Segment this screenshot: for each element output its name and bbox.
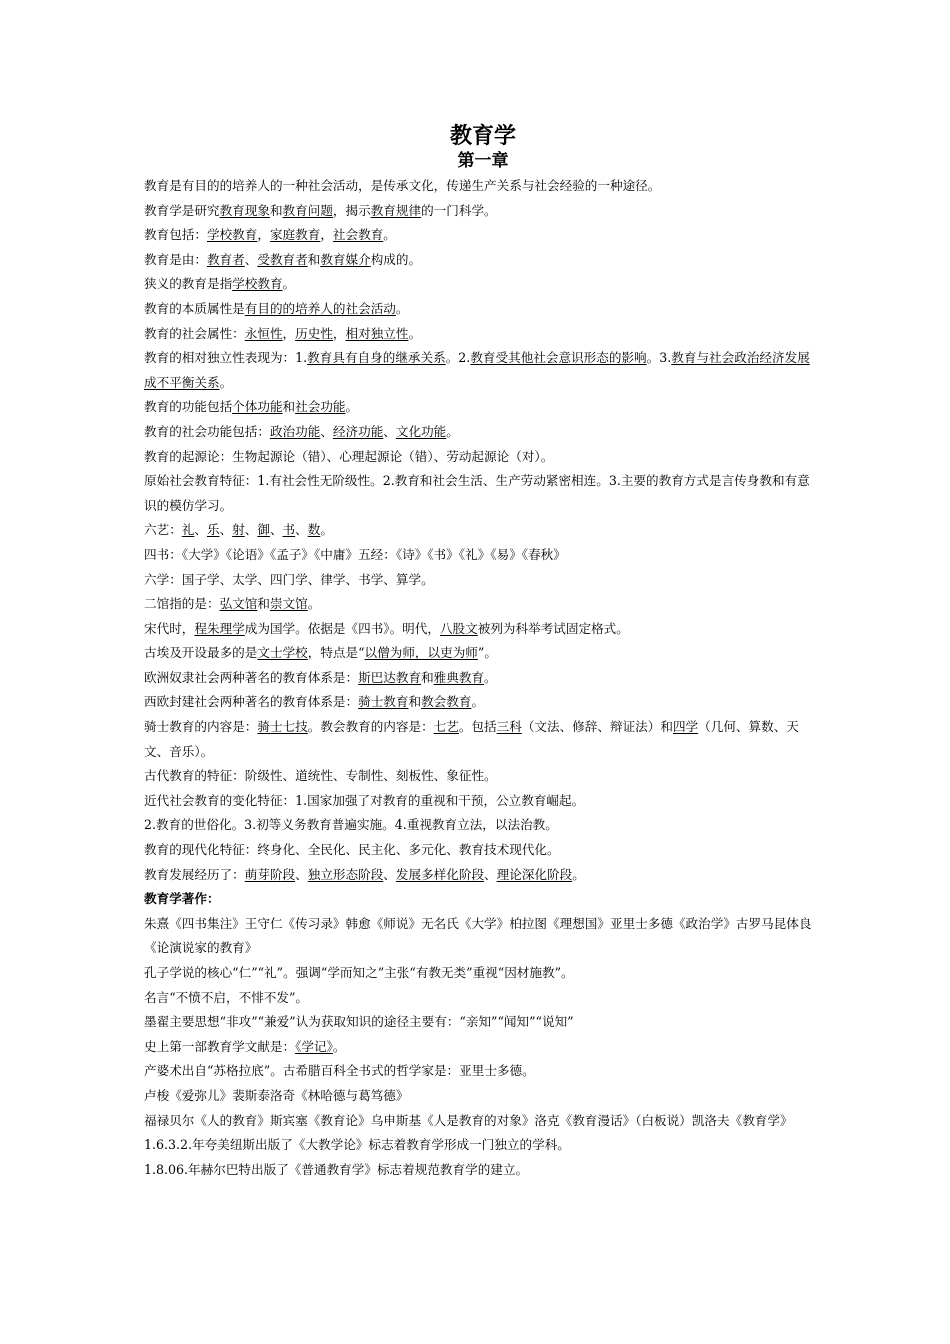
text-segment: 。教会教育的内容是： — [307, 719, 434, 735]
paragraph — [144, 248, 822, 273]
text-segment: 福禄贝尔《人的教育》斯宾塞《教育论》乌申斯基《人是教育的对象》洛克《教育漫话》（白板说）凯洛夫《教育学》 — [144, 1112, 793, 1128]
paragraph — [144, 568, 822, 593]
text-segment: 骑士教育的内容是： — [144, 719, 258, 735]
paragraph — [144, 346, 822, 395]
underlined-term: 历史性 — [295, 325, 333, 341]
paragraph — [144, 863, 822, 888]
text-segment: 、 — [295, 522, 308, 538]
underlined-term: 御 — [257, 522, 270, 538]
text-segment: （文法、修辞、辩证法）和 — [521, 719, 673, 735]
text-segment: 、 — [383, 423, 396, 439]
paragraph — [144, 272, 822, 297]
underlined-term: 以僧为师，以吏为师 — [364, 645, 478, 661]
underlined-term: 礼 — [181, 522, 195, 538]
text-segment: 。 — [484, 669, 497, 685]
underlined-term: 社会教育 — [332, 227, 384, 243]
underlined-term: 有目的的培养人的社会活动 — [244, 300, 396, 316]
underlined-term: 弘文馆 — [219, 596, 258, 612]
text-segment: 教育的社会功能包括： — [144, 423, 270, 439]
text-segment: 教育的现代化特征：终身化、全民化、民主化、多元化、教育技术现代化。 — [144, 842, 560, 858]
text-segment: ”。 — [477, 645, 497, 661]
text-segment: 教育的社会属性： — [144, 325, 245, 341]
text-segment: 名言“不愤不启，不悱不发”。 — [144, 989, 309, 1005]
text-segment: 。 — [320, 522, 333, 538]
text-segment: 。 — [471, 694, 485, 710]
paragraph — [144, 469, 822, 518]
underlined-term: 教育规律 — [370, 202, 422, 218]
paragraph — [144, 223, 822, 248]
underlined-term: 理论深化阶段 — [496, 866, 573, 882]
text-segment: 和 — [408, 694, 422, 710]
paragraph — [144, 395, 822, 420]
text-segment: 。 — [408, 325, 422, 341]
text-segment: 。包括 — [458, 719, 497, 735]
underlined-term: 数 — [307, 522, 321, 538]
paragraph — [144, 1109, 822, 1134]
text-segment: 。 — [383, 227, 396, 243]
text-segment: 1.6.3.2.年夸美纽斯出版了《大教学论》标志着教育学形成一门独立的学科。 — [144, 1137, 570, 1153]
paragraph — [144, 641, 822, 666]
text-segment: 、 — [484, 866, 497, 882]
text-segment: 、 — [244, 522, 258, 538]
paragraph — [144, 445, 822, 470]
text-segment: 。3. — [646, 350, 672, 366]
text-segment: 。 — [307, 596, 321, 612]
underlined-term: 教育与社会政治经济发展成不平衡关系 — [144, 350, 810, 390]
text-segment: 的一门科学。 — [421, 202, 497, 218]
paragraph — [144, 1133, 822, 1158]
text-segment: ， — [257, 227, 270, 243]
text-segment: 二馆指的是： — [144, 596, 220, 612]
text-segment: 和 — [269, 202, 283, 218]
text-segment: 2.教育的世俗化。3.初等义务教育普遍实施。4.重视教育立法，以法治教。 — [144, 817, 558, 833]
text-segment: 。 — [219, 374, 233, 390]
underlined-term: 七艺 — [433, 719, 459, 735]
underlined-term: 射 — [232, 522, 245, 538]
underlined-term: 经济功能 — [332, 423, 384, 439]
underlined-term: 教会教育 — [421, 694, 472, 710]
underlined-term: 雅典教育 — [433, 669, 485, 685]
text-segment: 古代教育的特征：阶级性、道统性、专制性、刻板性、象征性。 — [144, 768, 497, 784]
text-segment: 教育的功能包括 — [144, 399, 233, 415]
paragraph — [144, 199, 822, 224]
underlined-term: 个体功能 — [232, 399, 283, 415]
underlined-term: 相对独立性 — [345, 325, 409, 341]
text-segment: 教育包括： — [144, 227, 207, 243]
underlined-term: 八股文 — [439, 620, 478, 636]
underlined-term: 《学记》 — [295, 1038, 333, 1054]
text-segment: ，揭示 — [332, 202, 371, 218]
text-segment: 。 — [572, 866, 585, 882]
text-segment: 产婆术出自“苏格拉底”。古希腊百科全书式的哲学家是：亚里士多德。 — [144, 1063, 535, 1079]
paragraph — [144, 518, 822, 543]
text-segment: 1.8.06.年赫尔巴特出版了《普通教育学》标志着规范教育学的建立。 — [144, 1161, 529, 1177]
text-segment: 孔子学说的核心“仁”“礼”。强调“学而知之”主张“有教无类”重视“因材施教”。 — [144, 965, 574, 980]
paragraph — [144, 912, 822, 961]
paragraph — [144, 1035, 822, 1060]
paragraph — [144, 690, 822, 715]
text-segment: 六学：国子学、太学、四门学、律学、书学、算学。 — [144, 571, 434, 587]
paragraph — [144, 764, 822, 789]
underlined-term: 发展多样化阶段 — [395, 866, 485, 882]
text-segment: 构成的。 — [370, 251, 422, 267]
paragraph — [144, 838, 822, 863]
paragraph — [144, 789, 822, 814]
underlined-term: 教育问题 — [282, 202, 333, 218]
underlined-term: 崇文馆 — [269, 596, 308, 612]
text-segment: 欧洲奴隶社会两种著名的教育体系是： — [144, 669, 359, 685]
text-segment: 、 — [269, 522, 283, 538]
paragraph — [144, 715, 822, 764]
text-segment: 、 — [383, 866, 396, 882]
text-segment: 教育的本质属性是 — [144, 300, 245, 316]
text-segment: 原始社会教育特征：1.有社会性无阶级性。2.教育和社会生活、生产劳动紧密相连。3.主要的教育方式是言传身教和有意识的模仿学习。 — [144, 473, 810, 513]
paragraph — [144, 1084, 822, 1109]
underlined-term: 乐 — [206, 522, 220, 538]
underlined-term: 教育媒介 — [320, 251, 371, 267]
paragraph — [144, 420, 822, 445]
underlined-term: 受教育者 — [257, 251, 308, 267]
text-segment: 。 — [395, 300, 409, 316]
text-segment: 教育发展经历了： — [144, 866, 245, 882]
underlined-term: 四学 — [672, 719, 699, 735]
underlined-term: 教育者 — [206, 251, 245, 267]
underlined-term: 独立形态阶段 — [307, 866, 384, 882]
text-segment: 、 — [320, 423, 333, 439]
text-segment: 四书：《大学》《论语》《孟子》《中庸》五经：《诗》《书》《礼》《易》《春秋》 — [144, 546, 566, 562]
text-segment: 、 — [295, 866, 308, 882]
underlined-term: 骑士教育 — [358, 694, 409, 710]
text-segment: 史上第一部教育学文献是： — [144, 1038, 296, 1054]
paragraph — [144, 813, 822, 838]
text-segment: 朱熹《四书集注》王守仁《传习录》韩愈《师说》无名氏《大学》柏拉图《理想国》亚里士多德《政治学》古罗马昆体良《论演说家的教育》 — [144, 915, 812, 956]
text-segment: 六艺： — [144, 522, 182, 538]
underlined-term: 学校教育 — [232, 276, 283, 292]
underlined-term: 斯巴达教育 — [358, 669, 422, 685]
underlined-term: 教育具有自身的继承关系 — [307, 350, 446, 366]
text-segment: 、 — [194, 522, 207, 538]
text-segment: 和 — [307, 251, 321, 267]
underlined-term: 文士学校 — [257, 645, 308, 661]
text-segment: 成为国学。依据是《四书》。明代， — [244, 620, 440, 636]
underlined-term: 学校教育 — [206, 227, 258, 243]
underlined-term: 家庭教育 — [269, 227, 321, 243]
paragraph — [144, 986, 822, 1011]
paragraph — [144, 961, 822, 986]
underlined-term: 社会功能 — [295, 399, 346, 415]
text-segment: 教育学是研究 — [144, 202, 220, 218]
text-segment: 教育是由： — [144, 251, 207, 267]
text-segment: 宋代时， — [144, 620, 195, 636]
underlined-term: 程朱理学 — [194, 620, 245, 636]
text-segment: 墨翟主要思想“非攻”“兼爱”认为获取知识的途径主要有：“亲知”“闻知”“说知” — [144, 1014, 574, 1030]
text-segment: 。 — [446, 423, 459, 439]
underlined-term: 教育受其他社会意识形态的影响 — [470, 350, 647, 366]
text-segment: 古埃及开设最多的是 — [144, 645, 258, 661]
underlined-term: 政治功能 — [269, 423, 321, 439]
text-segment: 被列为科举考试固定格式。 — [477, 620, 629, 636]
underlined-term: 骑士七技 — [257, 719, 308, 735]
text-segment: 卢梭《爱弥儿》裴斯泰洛奇《林哈德与葛笃德》 — [144, 1087, 409, 1103]
underlined-term: 书 — [282, 522, 296, 538]
paragraph — [144, 592, 822, 617]
text-segment: 。 — [282, 276, 296, 292]
text-segment: 、 — [244, 251, 258, 267]
text-segment: 教育学著作： — [144, 891, 220, 907]
underlined-term: 萌芽阶段 — [244, 866, 296, 882]
chapter-heading: 第一章 — [457, 151, 509, 171]
underlined-term: 教育现象 — [219, 202, 270, 218]
paragraph — [144, 174, 822, 199]
paragraph — [144, 1059, 822, 1084]
paragraph — [144, 617, 822, 642]
paragraph — [144, 322, 822, 347]
text-segment: 教育的起源论：生物起源论（错）、心理起源论（错）、劳动起源论（对）。 — [144, 448, 554, 464]
text-segment: ， — [282, 325, 296, 341]
text-segment: 。2. — [445, 350, 471, 366]
section-heading — [144, 887, 822, 912]
document-title: 教育学 — [449, 123, 516, 149]
text-segment: 和 — [282, 399, 296, 415]
paragraph — [144, 543, 822, 568]
text-segment: 和 — [257, 596, 270, 612]
text-segment: 。 — [345, 399, 359, 415]
document-body — [144, 174, 822, 1182]
text-segment: 和 — [421, 669, 434, 685]
text-segment: 近代社会教育的变化特征：1.国家加强了对教育的重视和干预，公立教育崛起。 — [144, 792, 585, 808]
paragraph — [144, 1158, 822, 1183]
underlined-term: 三科 — [496, 719, 522, 735]
text-segment: 教育的相对独立性表现为：1. — [144, 350, 308, 366]
paragraph — [144, 666, 822, 691]
text-segment: 狭义的教育是指 — [144, 276, 233, 292]
text-segment: （几何、算数、天文、音乐）。 — [144, 719, 799, 759]
text-segment: 教育是有目的的培养人的一种社会活动，是传承文化，传递生产关系与社会经验的一种途径。 — [144, 178, 661, 193]
paragraph — [144, 297, 822, 322]
underlined-term: 文化功能 — [395, 423, 447, 439]
text-segment: 西欧封建社会两种著名的教育体系是： — [144, 694, 359, 710]
text-segment: ， — [332, 325, 346, 341]
underlined-term: 永恒性 — [244, 325, 283, 341]
text-segment: 、 — [219, 522, 233, 538]
text-segment: 。 — [332, 1038, 346, 1054]
text-segment: ，特点是“ — [307, 645, 365, 661]
paragraph — [144, 1010, 822, 1035]
text-segment: ， — [320, 227, 333, 243]
